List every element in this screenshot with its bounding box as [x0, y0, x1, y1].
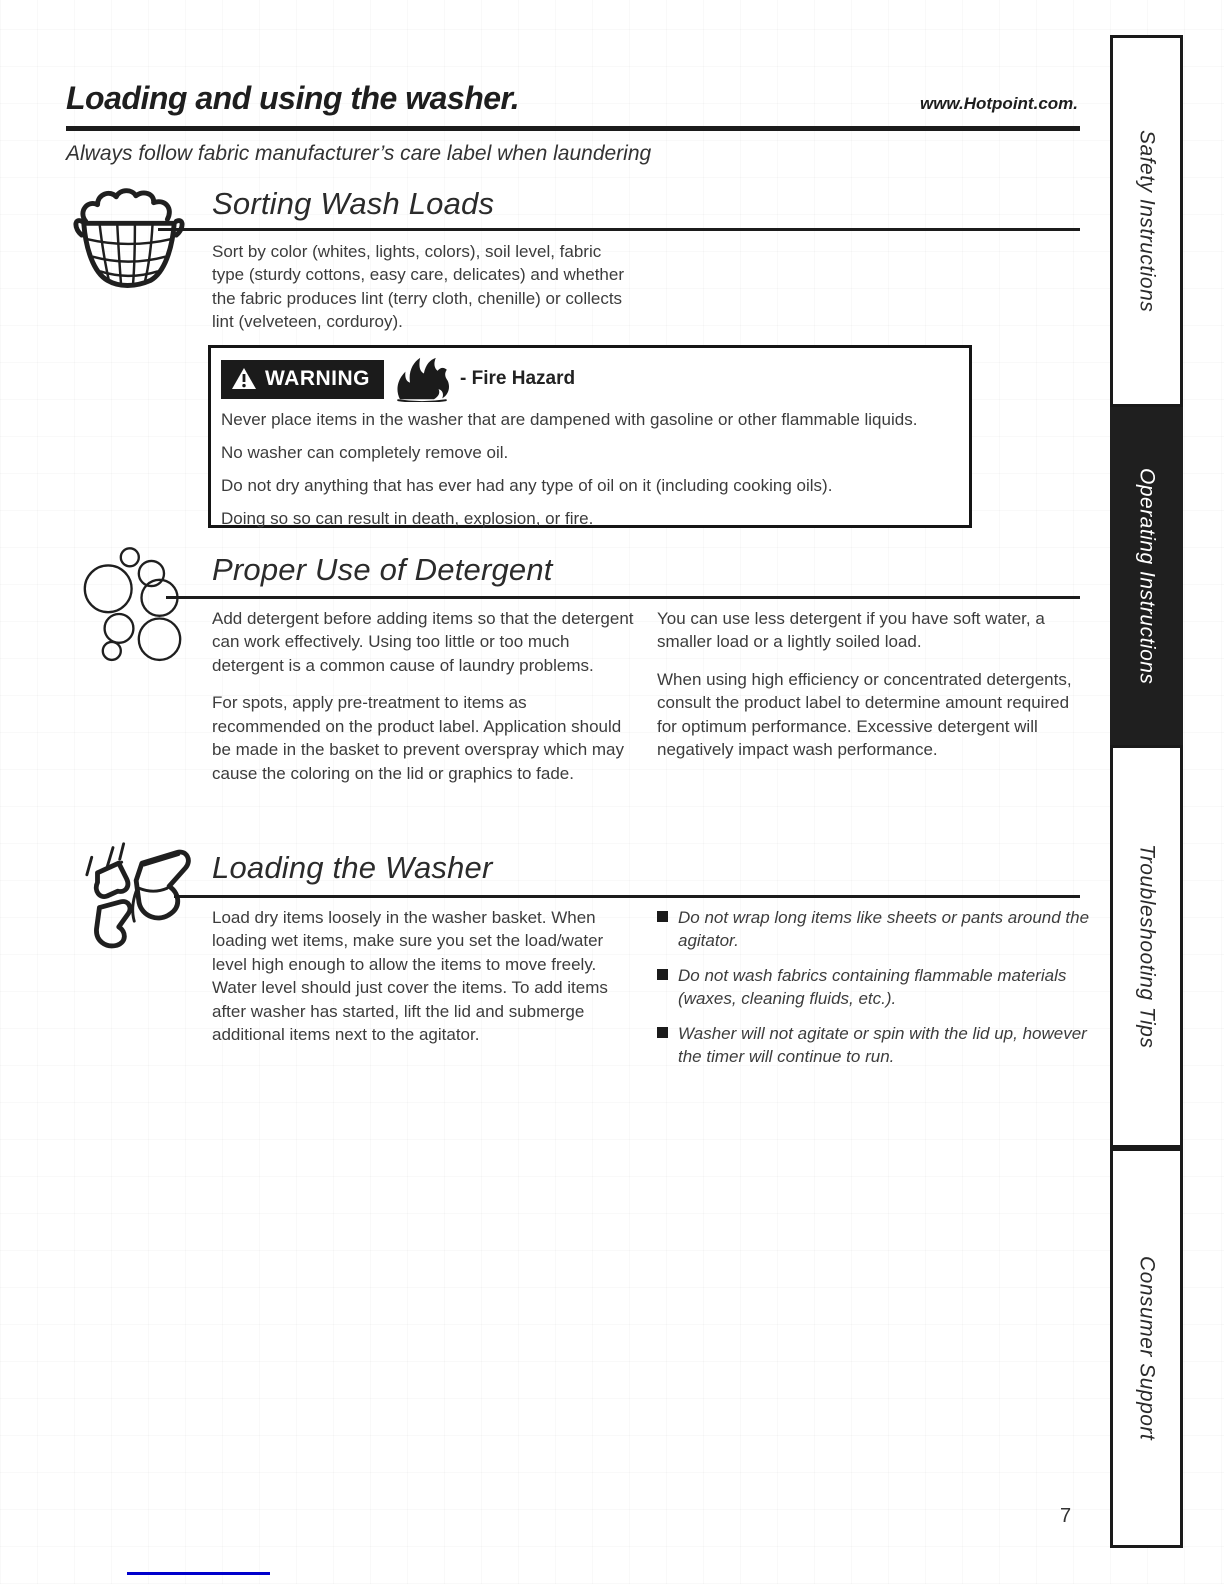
sorting-body: Sort by color (whites, lights, colors), soil level, fabric type (sturdy cottons, easy care, delicates) and whether the fabric produces lint (terry cloth, chenille) or collects lint (velveteen, corduroy). — [212, 242, 624, 332]
warning-line: No washer can completely remove oil. — [221, 443, 509, 462]
warning-badge-label: WARNING — [265, 366, 370, 390]
sidebar-tab-troubleshooting-tips — [1110, 745, 1183, 1148]
section-heading-loading: Loading the Washer — [212, 850, 493, 885]
title-rule — [66, 126, 1080, 131]
bullet-text: Do not wash fabrics containing flammable materials (waxes, cleaning fluids, etc.). — [678, 965, 1067, 1009]
footer-link-underline — [127, 1572, 270, 1575]
warning-text — [221, 410, 959, 529]
page-title: Loading and using the washer. — [66, 80, 520, 116]
warning-line: Never place items in the washer that are dampened with gasoline or other flammable liquids. — [221, 410, 918, 429]
tab-label: Consumer Support — [1135, 1255, 1159, 1441]
section-heading-sorting: Sorting Wash Loads — [212, 186, 495, 221]
sidebar-tab-operating-instructions — [1110, 407, 1183, 745]
list-item — [657, 964, 1092, 1011]
detergent-right-column — [657, 607, 1087, 776]
tab-label: Safety Instructions — [1135, 129, 1159, 313]
paragraph: You can use less detergent if you have soft water, a smaller load or a lightly soiled load. — [657, 609, 1045, 652]
sidebar-tab-consumer-support — [1110, 1148, 1183, 1548]
list-item — [657, 1022, 1092, 1069]
loading-body: Load dry items loosely in the washer basket. When loading wet items, make sure you set the load/water level high enough to allow the items to move freely. Water level should just cover the items. To add items after washer has started, lift the lid and submerge additional items next to the agitator. — [212, 908, 608, 1045]
warning-badge — [221, 360, 384, 399]
section-rule — [166, 596, 1080, 599]
tab-label: Troubleshooting Tips — [1135, 844, 1159, 1049]
square-bullet-icon — [657, 969, 668, 980]
warning-triangle-icon — [231, 367, 257, 391]
fire-hazard-label: - Fire Hazard — [460, 368, 576, 389]
laundry-basket-icon — [70, 186, 188, 301]
tumbling-clothes-icon — [78, 838, 204, 959]
section-rule — [158, 228, 1080, 231]
page-subtitle: Always follow fabric manufacturer’s care label when laundering — [66, 142, 652, 165]
warning-box — [208, 345, 972, 528]
section-heading-detergent: Proper Use of Detergent — [212, 552, 553, 587]
website-url: www.Hotpoint.com. — [919, 94, 1078, 113]
fire-icon — [394, 356, 450, 402]
list-item — [657, 906, 1092, 953]
section-rule — [174, 895, 1080, 898]
paragraph: Add detergent before adding items so that the detergent can work effectively. Using too little or too much detergent is a common cause of laundry problems. — [212, 609, 634, 675]
soap-bubbles-icon — [74, 543, 182, 672]
page-number: 7 — [1060, 1505, 1072, 1527]
square-bullet-icon — [657, 911, 668, 922]
tab-label: Operating Instructions — [1135, 467, 1159, 685]
detergent-left-column — [212, 607, 637, 799]
square-bullet-icon — [657, 1027, 668, 1038]
paragraph: When using high efficiency or concentrated detergents, consult the product label to determine amount required for optimum performance. Excessive detergent will negatively impact wash performance. — [657, 669, 1072, 760]
bullet-text: Washer will not agitate or spin with the lid up, however the timer will continue to run. — [678, 1023, 1087, 1067]
bullet-text: Do not wrap long items like sheets or pants around the agitator. — [678, 908, 1090, 951]
paragraph: For spots, apply pre-treatment to items as recommended on the product label. Application should be made in the basket to prevent overspray which may cause the coloring on the lid or graphics to fade. — [212, 693, 624, 783]
warning-line: Doing so so can result in death, explosion, or fire. — [221, 509, 594, 528]
loading-bullet-list — [657, 906, 1092, 1080]
sidebar-tab-safety-instructions — [1110, 35, 1183, 407]
warning-line: Do not dry anything that has ever had any type of oil on it (including cooking oils). — [221, 476, 833, 495]
